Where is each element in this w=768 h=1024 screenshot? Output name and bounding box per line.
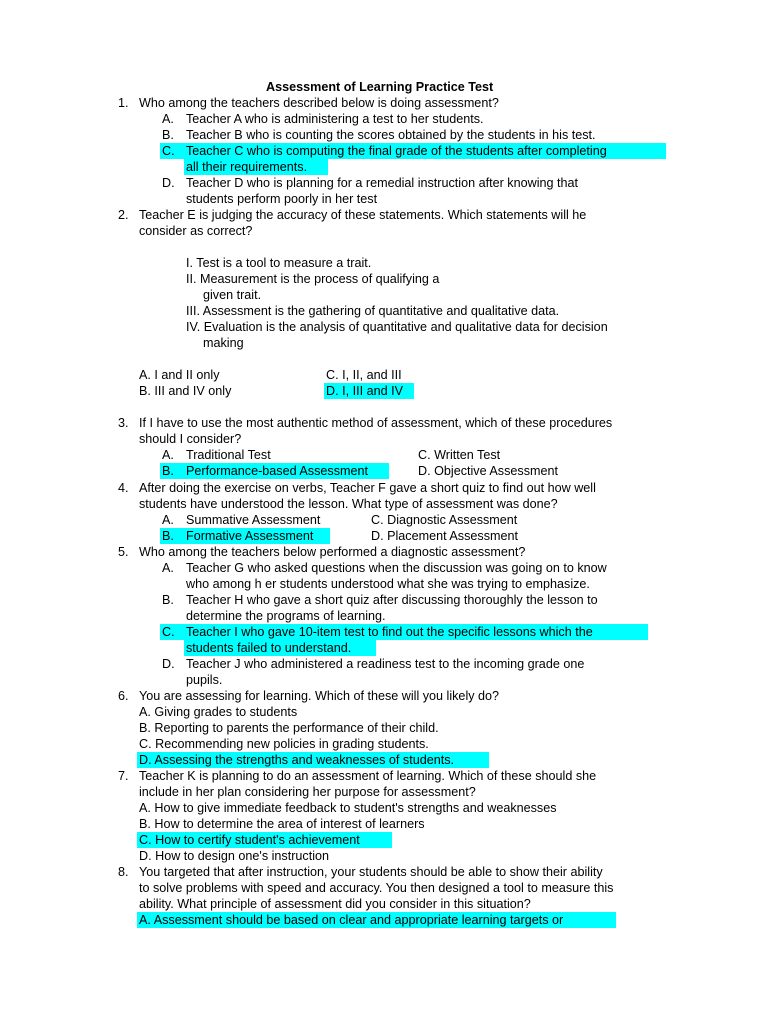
statement: I. Test is a tool to measure a trait. — [186, 256, 372, 270]
option-text: C. How to certify student's achievement — [139, 833, 360, 847]
question-text: You are assessing for learning. Which of these will you likely do? — [139, 689, 500, 703]
option-text: A. Giving grades to students — [139, 705, 298, 719]
question-text: ability. What principle of assessment did you consider in this situation? — [139, 897, 531, 911]
option-letter: B. — [162, 128, 174, 142]
question-number: 4. — [118, 481, 129, 495]
question-text: include in her plan considering her purpose for assessment? — [139, 785, 476, 799]
option-text: C. I, II, and III — [326, 368, 402, 382]
question-text: to solve problems with speed and accuracy. You then designed a tool to measure this — [139, 881, 614, 895]
question-text: consider as correct? — [139, 224, 253, 238]
question-text: If I have to use the most authentic method of assessment, which of these procedures — [139, 416, 613, 430]
option-text: D. How to design one's instruction — [139, 849, 330, 863]
question-text: Teacher E is judging the accuracy of these statements. Which statements will he — [139, 208, 587, 222]
question-text: should I consider? — [139, 432, 242, 446]
option-text: who among h er students understood what she was trying to emphasize. — [186, 577, 590, 591]
question-text: Teacher K is planning to do an assessment of learning. Which of these should she — [139, 769, 597, 783]
option-letter: A. — [162, 513, 174, 527]
question-number: 8. — [118, 865, 129, 879]
option-letter: B. — [162, 593, 174, 607]
statement: II. Measurement is the process of qualifying a — [186, 272, 440, 286]
option-text: Traditional Test — [186, 448, 271, 462]
option-letter: A. — [162, 112, 174, 126]
question-text: students have understood the lesson. What type of assessment was done? — [139, 497, 558, 511]
option-letter: A. — [162, 561, 174, 575]
option-text: C. Written Test — [418, 448, 501, 462]
option-text: Performance-based Assessment — [186, 464, 368, 478]
option-text: Teacher G who asked questions when the discussion was going on to know — [186, 561, 607, 575]
option-letter: D. — [162, 657, 175, 671]
option-text: A. Assessment should be based on clear and appropriate learning targets or — [139, 913, 564, 927]
option-text: B. How to determine the area of interest of learners — [139, 817, 425, 831]
statement: III. Assessment is the gathering of quantitative and qualitative data. — [186, 304, 560, 318]
question-number: 3. — [118, 416, 129, 430]
option-text: Summative Assessment — [186, 513, 321, 527]
question-number: 5. — [118, 545, 129, 559]
question-number: 6. — [118, 689, 129, 703]
option-text: D. Objective Assessment — [418, 464, 558, 478]
question-text: After doing the exercise on verbs, Teacher F gave a short quiz to find out how well — [139, 481, 596, 495]
option-text: Teacher B who is counting the scores obtained by the students in his test. — [186, 128, 596, 142]
question-number: 1. — [118, 96, 129, 110]
question-number: 2. — [118, 208, 129, 222]
option-text: Teacher J who administered a readiness test to the incoming grade one — [186, 657, 585, 671]
option-text: Teacher A who is administering a test to her students. — [186, 112, 484, 126]
option-text: determine the programs of learning. — [186, 609, 386, 623]
option-text: B. III and IV only — [139, 384, 232, 398]
option-text: D. Assessing the strengths and weaknesses of students. — [139, 753, 455, 767]
option-text: B. Reporting to parents the performance of their child. — [139, 721, 439, 735]
option-text: Teacher C who is computing the final grade of the students after completing — [186, 144, 607, 158]
option-text: C. Recommending new policies in grading students. — [139, 737, 429, 751]
option-text: Teacher I who gave 10-item test to find out the specific lessons which the — [186, 625, 593, 639]
option-letter: C. — [162, 144, 175, 158]
option-letter: B. — [162, 464, 174, 478]
option-text: all their requirements. — [186, 160, 308, 174]
statement: given trait. — [203, 288, 262, 302]
option-text: Teacher D who is planning for a remedial instruction after knowing that — [186, 176, 579, 190]
question-text: You targeted that after instruction, your students should be able to show their ability — [139, 865, 603, 879]
question-text: Who among the teachers below performed a diagnostic assessment? — [139, 545, 526, 559]
statement: IV. Evaluation is the analysis of quantitative and qualitative data for decision — [186, 320, 608, 334]
option-text: pupils. — [186, 673, 223, 687]
question-text: Who among the teachers described below is doing assessment? — [139, 96, 499, 110]
option-text: D. I, III and IV — [326, 384, 403, 398]
option-text: Formative Assessment — [186, 529, 314, 543]
option-text: C. Diagnostic Assessment — [371, 513, 518, 527]
question-number: 7. — [118, 769, 129, 783]
option-letter: D. — [162, 176, 175, 190]
option-text: D. Placement Assessment — [371, 529, 518, 543]
option-text: students failed to understand. — [186, 641, 352, 655]
option-text: A. I and II only — [139, 368, 220, 382]
statement: making — [203, 336, 244, 350]
option-text: Teacher H who gave a short quiz after discussing thoroughly the lesson to — [186, 593, 598, 607]
option-letter: B. — [162, 529, 174, 543]
page-title: Assessment of Learning Practice Test — [266, 80, 494, 94]
option-letter: C. — [162, 625, 175, 639]
option-text: students perform poorly in her test — [186, 192, 378, 206]
option-letter: A. — [162, 448, 174, 462]
option-text: A. How to give immediate feedback to student's strengths and weaknesses — [139, 801, 557, 815]
